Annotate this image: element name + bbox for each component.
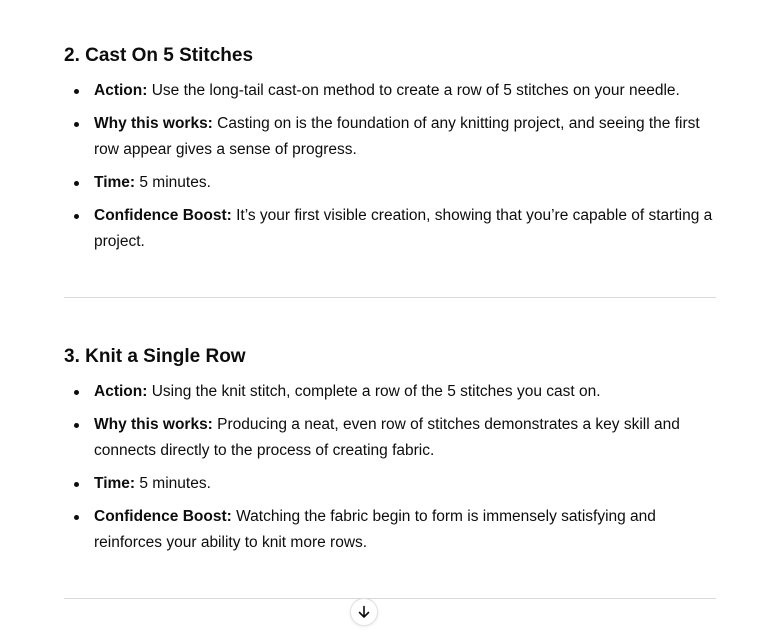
arrow-down-icon [357, 605, 371, 619]
item-text: Use the long-tail cast-on method to create a row of 5 stitches on your needle. [147, 82, 680, 99]
bullet-dot [74, 181, 79, 186]
list-item [64, 203, 716, 255]
bullet-dot [74, 482, 79, 487]
bullet-dot [74, 122, 79, 127]
bullet-dot [74, 390, 79, 395]
section-divider [64, 297, 716, 298]
bullet-dot [74, 515, 79, 520]
section-knit-row [64, 345, 716, 556]
item-label: Why this works: [94, 416, 213, 433]
list-item [64, 170, 716, 196]
bullet-dot [74, 89, 79, 94]
item-label: Why this works: [94, 115, 213, 132]
item-text: Using the knit stitch, complete a row of the 5 stitches you cast on. [147, 383, 601, 400]
item-label: Action: [94, 383, 148, 400]
item-text: It’s your first visible creation, showing that you’re capable of starting a project. [94, 207, 713, 250]
scroll-to-bottom-button[interactable] [350, 598, 378, 626]
list-item [64, 379, 716, 405]
item-text: Casting on is the foundation of any knitting project, and seeing the first row appear gives a sense of progress. [94, 115, 700, 158]
section-cast-on [64, 44, 716, 255]
bullet-dot [74, 214, 79, 219]
list-item [64, 412, 716, 464]
bullet-list [64, 379, 716, 556]
section-heading: 2. Cast On 5 Stitches [64, 45, 254, 66]
item-label: Confidence Boost: [94, 508, 232, 525]
list-item [64, 111, 716, 163]
item-text: 5 minutes. [135, 174, 211, 191]
section-heading: 3. Knit a Single Row [64, 346, 246, 367]
item-text: Producing a neat, even row of stitches demonstrates a key skill and connects directly to the process of creating fabric. [94, 416, 680, 459]
bullet-dot [74, 423, 79, 428]
item-label: Action: [94, 82, 148, 99]
item-label: Time: [94, 475, 136, 492]
item-label: Time: [94, 174, 136, 191]
item-text: Watching the fabric begin to form is immensely satisfying and reinforces your ability to knit more rows. [94, 508, 656, 551]
list-item [64, 504, 716, 556]
section-divider [64, 598, 716, 599]
item-label: Confidence Boost: [94, 207, 232, 224]
list-item [64, 78, 716, 104]
item-text: 5 minutes. [135, 475, 211, 492]
bullet-list [64, 78, 716, 255]
list-item [64, 471, 716, 497]
